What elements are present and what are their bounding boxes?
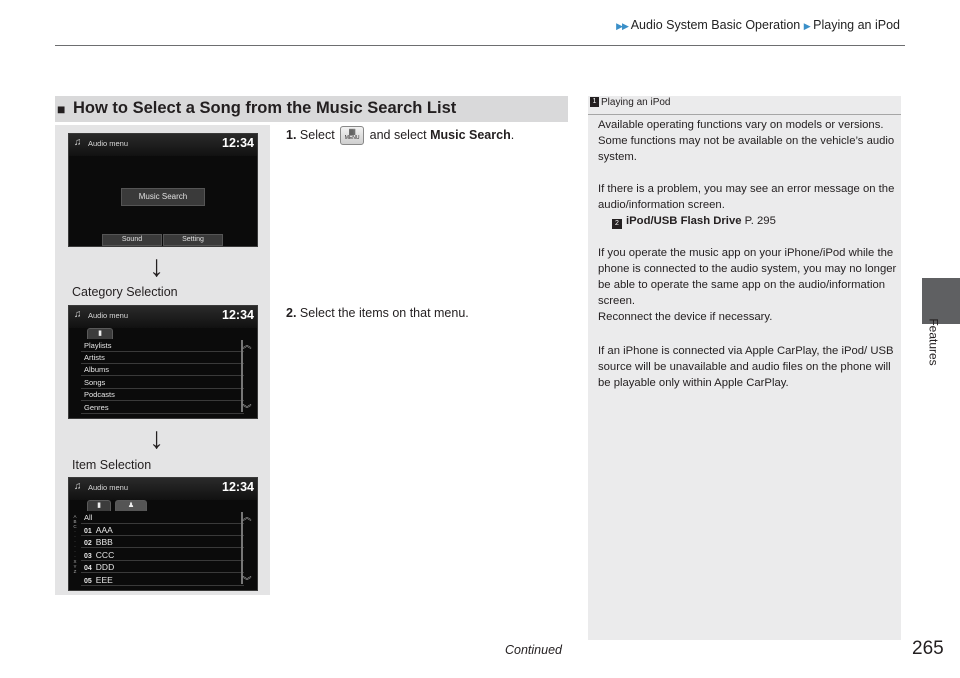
step-2 — [286, 306, 469, 320]
note-title: Playing an iPod — [601, 97, 671, 108]
note-paragraph: Reconnect the device if necessary. — [598, 311, 773, 323]
step-number: 2. — [286, 306, 297, 320]
screen-header — [69, 478, 257, 500]
alphabet-index[interactable]: A B C · · · · · · X Y Z — [73, 514, 77, 574]
list-item[interactable]: Albums — [81, 364, 244, 376]
track-title: DDD — [95, 562, 115, 572]
breadcrumb-arrow-icon: ▶ — [803, 21, 810, 31]
note-paragraph: If you operate the music app on your iPhone/iPod while the phone is connected to the audio system, you may no longer be able to operate the same app on the audio/information screen. — [598, 247, 897, 307]
ipod-icon: ▮ — [98, 330, 102, 337]
continued-label: Continued — [505, 643, 562, 657]
track-title: CCC — [95, 550, 115, 560]
music-search-button[interactable]: Music Search — [121, 188, 205, 206]
track-title: EEE — [95, 575, 113, 585]
item-selection-screen — [68, 477, 258, 591]
person-icon: ♟ — [127, 502, 135, 509]
setting-button[interactable]: Setting — [163, 234, 223, 246]
step-text: and select — [369, 127, 427, 142]
track-number: 04 — [84, 565, 92, 572]
list-item[interactable]: Artists — [81, 352, 244, 364]
track-number: 03 — [84, 553, 92, 560]
section-title: How to Select a Song from the Music Search List — [73, 99, 457, 117]
list-item[interactable]: Genres — [81, 402, 244, 414]
scroll-up-icon[interactable]: ︽ — [242, 340, 252, 350]
menu-icon-label: MENU — [344, 135, 360, 141]
audio-menu-screen — [68, 133, 258, 247]
screen-header — [69, 134, 257, 156]
screen-header — [69, 306, 257, 328]
sound-button[interactable]: Sound — [102, 234, 162, 246]
list-item[interactable] — [81, 561, 244, 573]
step-target: Music Search — [430, 127, 511, 142]
track-number: 02 — [84, 540, 92, 547]
section-square-icon: ■ — [57, 101, 66, 117]
scroll-down-icon[interactable]: ︾ — [242, 404, 252, 414]
note-paragraph: Available operating functions vary on models or versions. Some functions may not be available on the vehicle’s audio system. — [598, 119, 895, 163]
step-number: 1. — [286, 127, 297, 142]
down-arrow-icon: ↓ — [149, 250, 164, 283]
breadcrumb-section[interactable]: Audio System Basic Operation — [630, 18, 801, 32]
chapter-tab-label: Features — [926, 318, 941, 366]
breadcrumb-arrow-icon: ▶▶ — [616, 21, 628, 31]
list-item[interactable] — [81, 524, 244, 536]
reference-page: P. 295 — [744, 215, 776, 227]
screen-title: Audio menu — [88, 311, 129, 320]
list-item[interactable]: Playlists — [81, 340, 244, 352]
list-item[interactable] — [81, 536, 244, 548]
screen-clock: 12:34 — [222, 308, 254, 322]
list-item[interactable] — [81, 549, 244, 561]
music-note-icon: ♫ — [74, 309, 82, 320]
track-title: AAA — [95, 525, 113, 535]
cross-reference[interactable] — [598, 213, 898, 229]
breadcrumb-page[interactable]: Playing an iPod — [813, 18, 900, 32]
category-selection-screen — [68, 305, 258, 419]
list-item[interactable]: Songs — [81, 377, 244, 389]
note-paragraph: If there is a problem, you may see an error message on the audio/information screen. — [598, 183, 895, 211]
screen-clock: 12:34 — [222, 136, 254, 150]
note-paragraph: If an iPhone is connected via Apple CarPlay, the iPod/ USB source will be unavailable and audio files on the phone will be playable only within Apple CarPlay. — [598, 345, 894, 389]
step-text-end: . — [510, 127, 515, 142]
scroll-down-icon[interactable]: ︾ — [242, 576, 252, 586]
music-note-icon: ♫ — [74, 481, 82, 492]
list-item[interactable]: Podcasts — [81, 389, 244, 401]
ipod-tab[interactable] — [87, 328, 113, 339]
screen-title: Audio menu — [88, 139, 129, 148]
screen-title: Audio menu — [88, 483, 129, 492]
screen-clock: 12:34 — [222, 480, 254, 494]
step-1 — [286, 126, 514, 145]
track-title: BBB — [95, 537, 113, 547]
breadcrumb — [500, 18, 900, 32]
person-tab[interactable] — [115, 500, 147, 511]
chapter-tab-label-wrap — [924, 315, 954, 375]
scroll-up-icon[interactable]: ︽ — [242, 512, 252, 522]
track-number: 05 — [84, 578, 92, 585]
header-divider — [55, 45, 905, 46]
note-number-icon: 1 — [590, 97, 599, 107]
page-number: 265 — [912, 638, 944, 659]
menu-button-icon: ▦ MENU — [340, 126, 364, 145]
list-item-all[interactable] — [81, 512, 244, 524]
step-text: Select — [299, 127, 335, 142]
music-note-icon: ♫ — [74, 137, 82, 148]
reference-label: iPod/USB Flash Drive — [626, 215, 742, 227]
ipod-icon: ▮ — [97, 502, 101, 509]
ipod-tab[interactable] — [87, 500, 111, 511]
category-selection-caption: Category Selection — [72, 285, 178, 299]
reference-arrow-icon: 2 — [612, 219, 622, 229]
list-item-label: All — [84, 513, 93, 522]
step-text: Select the items on that menu. — [299, 306, 469, 320]
down-arrow-icon: ↓ — [149, 422, 164, 455]
track-number: 01 — [84, 528, 92, 535]
list-item[interactable] — [81, 574, 244, 586]
item-selection-caption: Item Selection — [72, 458, 152, 472]
